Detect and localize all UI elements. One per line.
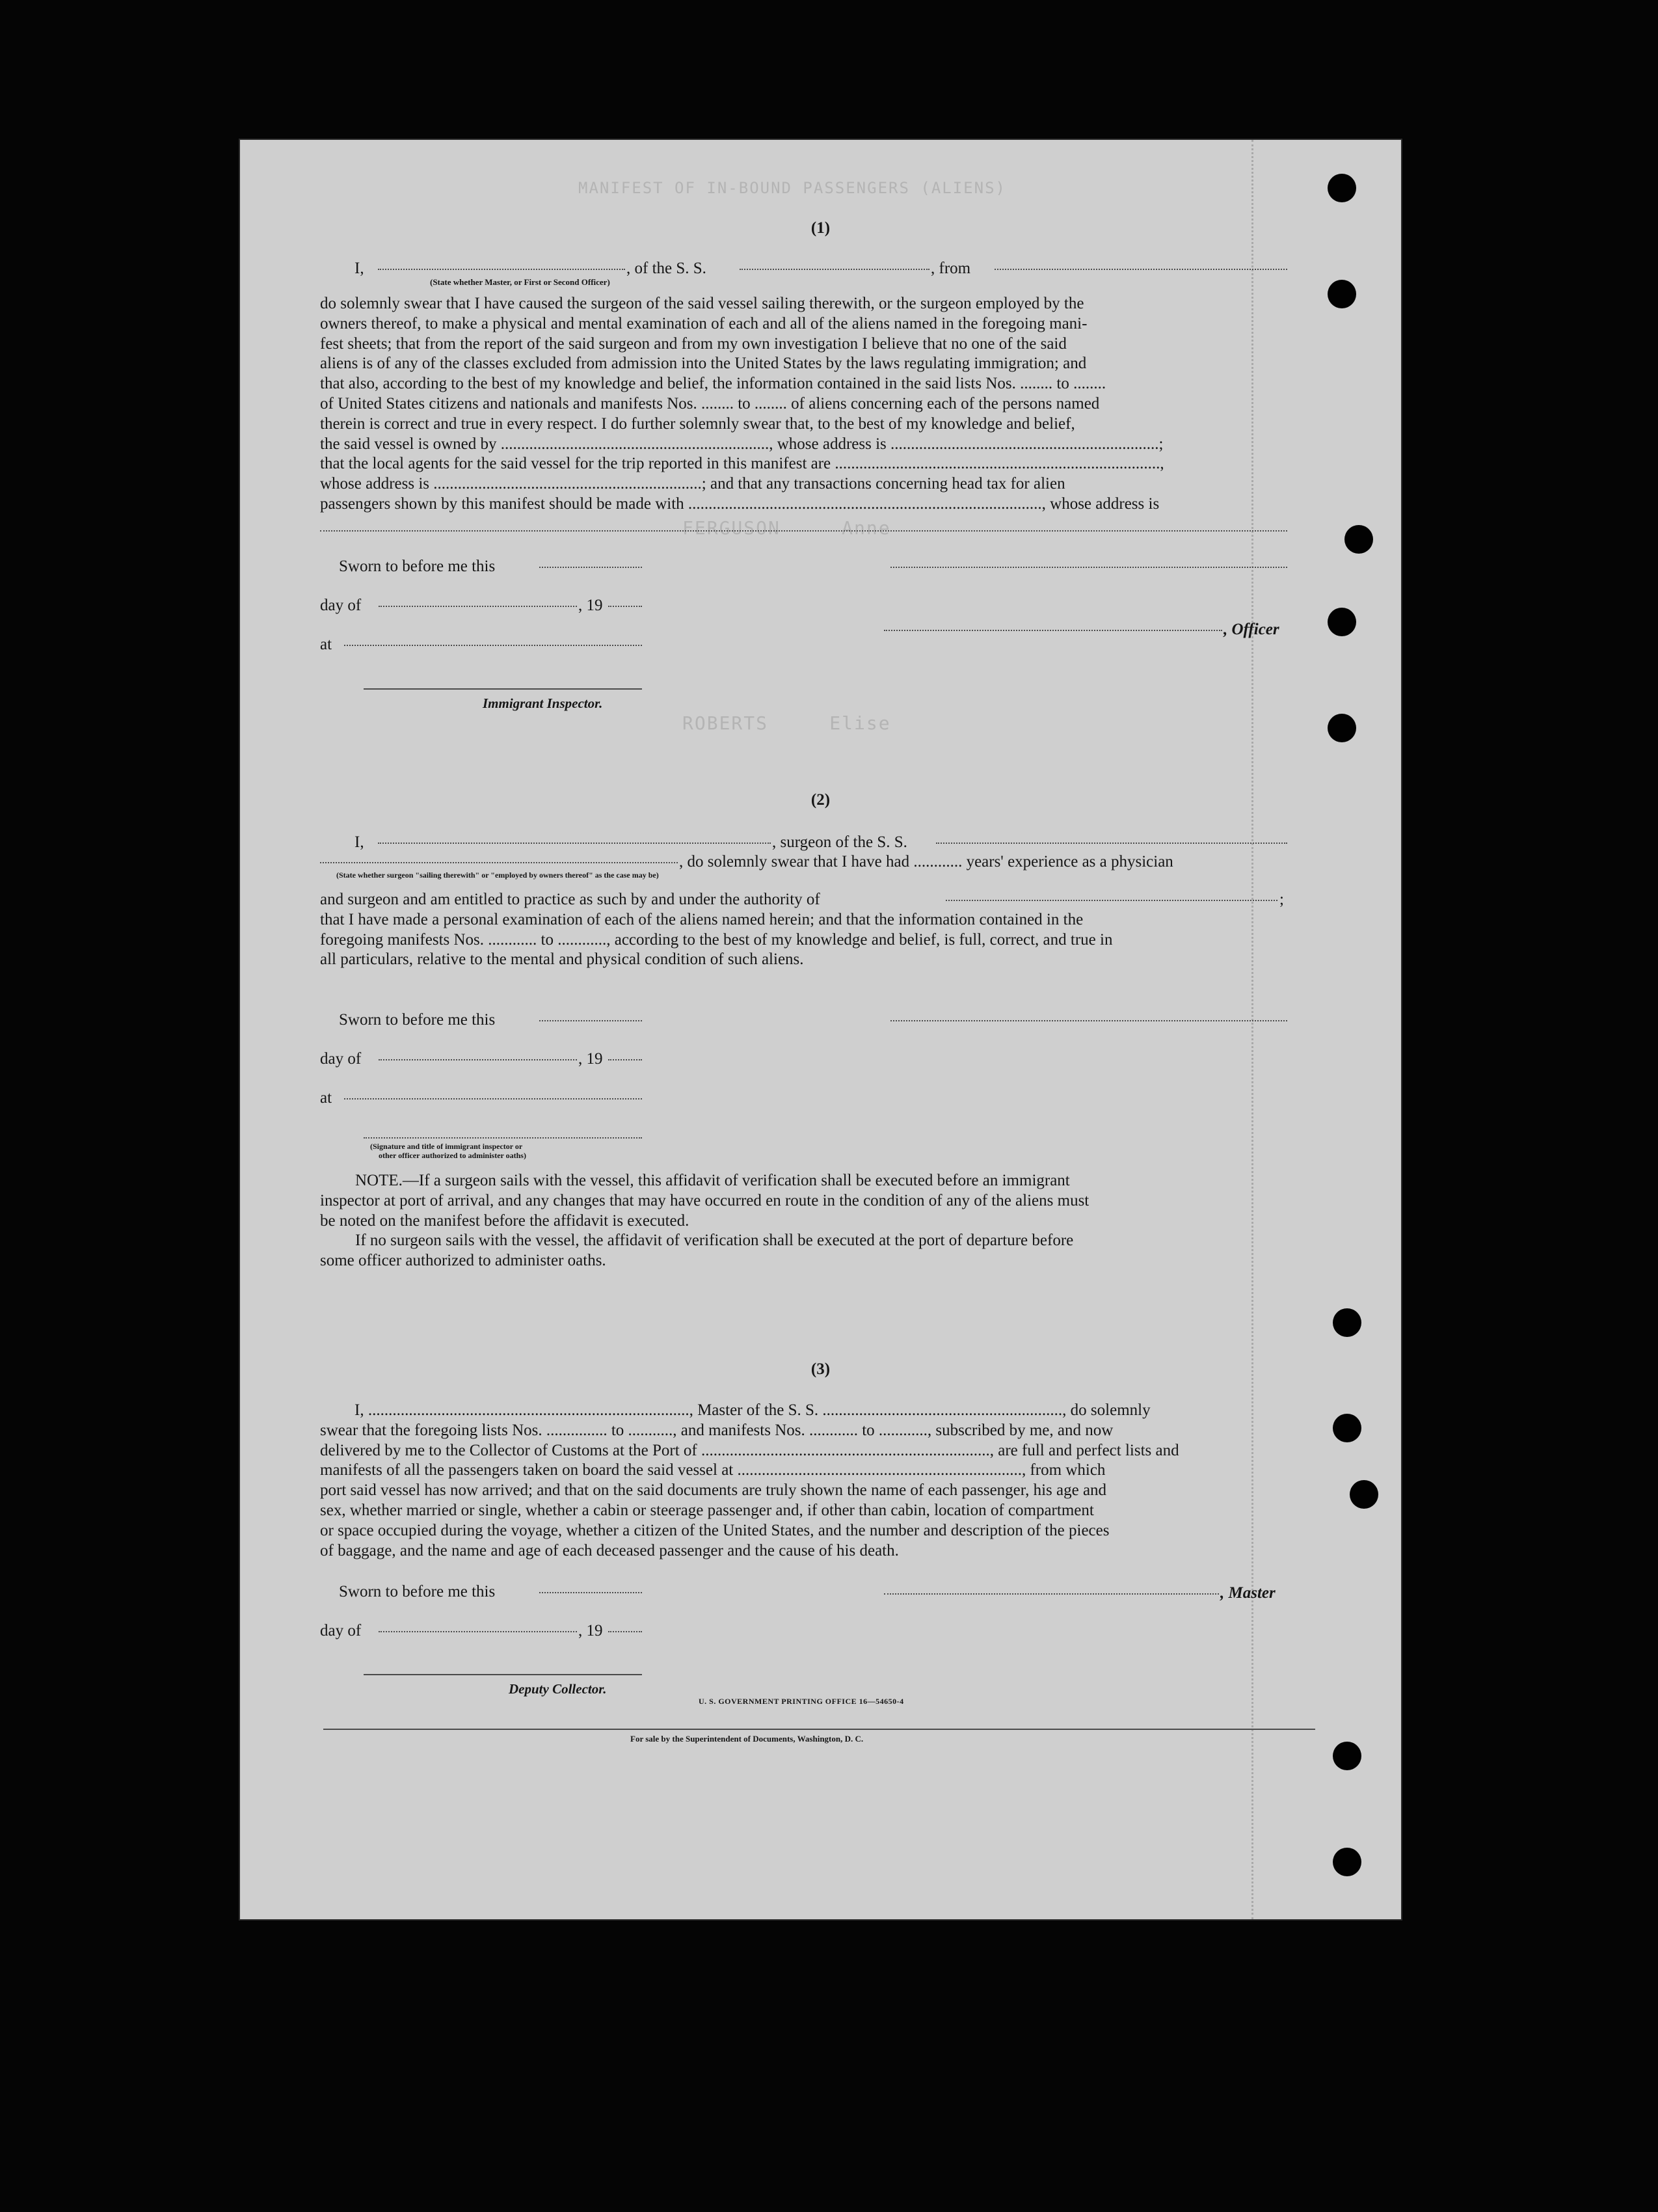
oath-line: all particulars, relative to the mental and physical condition of such aliens. bbox=[320, 951, 804, 969]
oath-line: do solemnly swear that I have caused the surgeon of the said vessel sailing therewith, or the surgeon employed by the bbox=[320, 295, 1084, 312]
signature-hint-2: other officer authorized to administer oaths) bbox=[379, 1151, 526, 1160]
oath-line: that the local agents for the said vessel for the trip reported in this manifest are ................................................................................, bbox=[320, 455, 1164, 473]
bleed-through-heading: MANIFEST OF IN-BOUND PASSENGERS (ALIENS) bbox=[578, 179, 1006, 197]
section-2-oath bbox=[320, 890, 1287, 970]
surgeon-vessel-field[interactable] bbox=[936, 843, 1287, 844]
punch-hole bbox=[1328, 714, 1356, 742]
year-field[interactable] bbox=[608, 1059, 642, 1060]
day-label: day of bbox=[320, 1050, 362, 1068]
officer-signature-field[interactable] bbox=[884, 630, 1222, 631]
i-label: I, bbox=[354, 833, 364, 851]
section-2-number: (2) bbox=[810, 791, 831, 809]
from-label: , from bbox=[931, 260, 971, 277]
at-place-field[interactable] bbox=[344, 645, 642, 646]
oath-line: passengers shown by this manifest should be made with ......................................................................................., whose address is bbox=[320, 494, 1160, 513]
note-line: be noted on the manifest before the affidavit is executed. bbox=[320, 1211, 689, 1230]
i-label: I, bbox=[354, 260, 364, 277]
officer-hint: (State whether Master, or First or Second Officer) bbox=[430, 277, 610, 287]
punch-hole bbox=[1344, 525, 1373, 554]
bleed-through-names: FERGUSON Anne bbox=[682, 517, 891, 539]
oath-line: the said vessel is owned by .................................................................., whose address is ..................................................................; bbox=[320, 435, 1164, 453]
oath-line: swear that the foregoing lists Nos. ............... to ..........., and manifests Nos. ............ to ............, subscribed by me, and now bbox=[320, 1421, 1114, 1439]
footer-rule bbox=[323, 1729, 1315, 1730]
sale-note: For sale by the Superintendent of Documents, Washington, D. C. bbox=[630, 1734, 864, 1744]
oath-line: that I have made a personal examination of each of the aliens named herein; and that the information contained in the bbox=[320, 910, 1084, 928]
sworn-date-field[interactable] bbox=[539, 1592, 642, 1593]
semicolon: ; bbox=[1279, 891, 1284, 908]
surgeon-hint: (State whether surgeon "sailing therewith" or "employed by owners thereof" as the case may be) bbox=[336, 870, 659, 880]
oath-line: manifests of all the passengers taken on board the said vessel at ......................................................................, from which bbox=[320, 1461, 1106, 1479]
surgeon-signature-line[interactable] bbox=[890, 1020, 1287, 1021]
officer-signature-line-1[interactable] bbox=[890, 567, 1287, 568]
oath-line: owners thereof, to make a physical and mental examination of each and all of the aliens named in the foregoing mani- bbox=[320, 314, 1088, 332]
note-line: some officer authorized to administer oaths. bbox=[320, 1252, 606, 1270]
oath-line: of United States citizens and nationals and manifests Nos. ........ to ........ of aliens concerning each of the persons named bbox=[320, 394, 1100, 412]
printing-office-imprint: U. S. GOVERNMENT PRINTING OFFICE 16—54650-4 bbox=[699, 1697, 904, 1706]
manifest-page bbox=[240, 140, 1401, 1919]
section-1-oath bbox=[320, 294, 1287, 515]
officer-name-field[interactable] bbox=[378, 269, 625, 270]
oath-line: whose address is ..................................................................; and that any transactions concerning head tax for alien bbox=[320, 475, 1065, 493]
oath-line: delivered by me to the Collector of Customs at the Port of ......................................................................., are full and perfect lists and bbox=[320, 1441, 1179, 1459]
day-label: day of bbox=[320, 1622, 362, 1639]
section-3-number: (3) bbox=[810, 1360, 831, 1378]
inspector-label: Immigrant Inspector. bbox=[483, 695, 603, 711]
sworn-date-field[interactable] bbox=[539, 1020, 642, 1021]
surgeon-status-field[interactable] bbox=[320, 862, 678, 863]
surgeon-of-ss-label: , surgeon of the S. S. bbox=[772, 833, 907, 851]
punch-hole bbox=[1350, 1480, 1378, 1509]
oath-line: or space occupied during the voyage, whether a citizen of the United States, and the number and description of the pieces bbox=[320, 1521, 1110, 1539]
oath-line: that also, according to the best of my knowledge and belief, the information contained in the said lists Nos. ........ to ........ bbox=[320, 375, 1106, 393]
officer-label: , Officer bbox=[1223, 621, 1279, 638]
oath-line: aliens is of any of the classes excluded from admission into the United States by the laws regulating immigration; and bbox=[320, 355, 1087, 373]
master-label: , Master bbox=[1220, 1584, 1276, 1602]
collector-label: Deputy Collector. bbox=[509, 1681, 607, 1697]
punch-hole bbox=[1333, 1414, 1361, 1442]
at-label: at bbox=[320, 1089, 332, 1107]
punch-hole bbox=[1328, 280, 1356, 308]
oath-line: sex, whether married or single, whether a cabin or steerage passenger and, if other than cabin, location of compartment bbox=[320, 1501, 1094, 1519]
year-field[interactable] bbox=[608, 1631, 642, 1632]
day-field[interactable] bbox=[379, 606, 577, 607]
year-field[interactable] bbox=[608, 606, 642, 607]
signature-hint-1: (Signature and title of immigrant inspector or bbox=[370, 1142, 523, 1151]
oath-line: of baggage, and the name and age of each deceased passenger and the cause of his death. bbox=[320, 1541, 899, 1559]
punch-hole bbox=[1333, 1308, 1361, 1337]
inspector-signature-line[interactable] bbox=[364, 688, 642, 690]
sworn-label: Sworn to before me this bbox=[339, 558, 496, 575]
surgeon-name-field[interactable] bbox=[378, 843, 771, 844]
oath-line: port said vessel has now arrived; and that on the said documents are truly shown the name of each passenger, his age and bbox=[320, 1481, 1107, 1500]
bleed-through-names: ROBERTS Elise bbox=[682, 712, 891, 734]
surgeon-swear-text: , do solemnly swear that I have had ............ years' experience as a physician bbox=[679, 853, 1173, 870]
year-label: , 19 bbox=[578, 1622, 603, 1639]
day-field[interactable] bbox=[379, 1631, 577, 1632]
punch-hole bbox=[1333, 1742, 1361, 1770]
oath-line: therein is correct and true in every respect. I do further solemnly swear that, to the best of my knowledge and belief, bbox=[320, 414, 1075, 433]
master-signature-field[interactable] bbox=[884, 1593, 1219, 1595]
agent-address-field[interactable] bbox=[320, 530, 1287, 532]
vessel-name-field[interactable] bbox=[740, 269, 929, 270]
sworn-label: Sworn to before me this bbox=[339, 1011, 496, 1029]
punch-hole bbox=[1333, 1848, 1361, 1876]
year-label: , 19 bbox=[578, 1050, 603, 1068]
oath-line: foregoing manifests Nos. ............ to ............, according to the best of my knowledge and belief, is full, correct, and true in bbox=[320, 930, 1113, 949]
inspector-signature-line[interactable] bbox=[364, 1137, 642, 1139]
oath-line: and surgeon and am entitled to practice as such by and under the authority of bbox=[320, 891, 820, 908]
at-label: at bbox=[320, 636, 332, 653]
note-line: inspector at port of arrival, and any changes that may have occurred en route in the condition of any of the aliens must bbox=[320, 1191, 1090, 1209]
note-line: If no surgeon sails with the vessel, the affidavit of verification shall be executed at the port of departure before bbox=[355, 1232, 1074, 1250]
section-2-note bbox=[320, 1171, 1287, 1271]
punch-hole bbox=[1328, 174, 1356, 202]
section-3-oath bbox=[320, 1401, 1287, 1561]
day-field[interactable] bbox=[379, 1059, 577, 1060]
day-label: day of bbox=[320, 597, 362, 614]
punch-hole bbox=[1328, 608, 1356, 636]
of-ss-label: , of the S. S. bbox=[626, 260, 706, 277]
oath-line: fest sheets; that from the report of the said surgeon and from my own investigation I believe that no one of the said bbox=[320, 334, 1067, 353]
year-label: , 19 bbox=[578, 597, 603, 614]
note-line: NOTE.—If a surgeon sails with the vessel, this affidavit of verification shall be executed before an immigrant bbox=[355, 1172, 1070, 1189]
from-port-field[interactable] bbox=[995, 269, 1287, 270]
sworn-date-field[interactable] bbox=[539, 567, 642, 568]
sworn-label: Sworn to before me this bbox=[339, 1583, 496, 1600]
oath-line: I, ..............................................................................., Master of the S. S. ..........................................................., do solemnly bbox=[354, 1401, 1151, 1419]
at-place-field[interactable] bbox=[344, 1098, 642, 1099]
collector-signature-line[interactable] bbox=[364, 1674, 642, 1675]
authority-field[interactable] bbox=[946, 900, 1277, 901]
section-1-number: (1) bbox=[810, 219, 831, 237]
